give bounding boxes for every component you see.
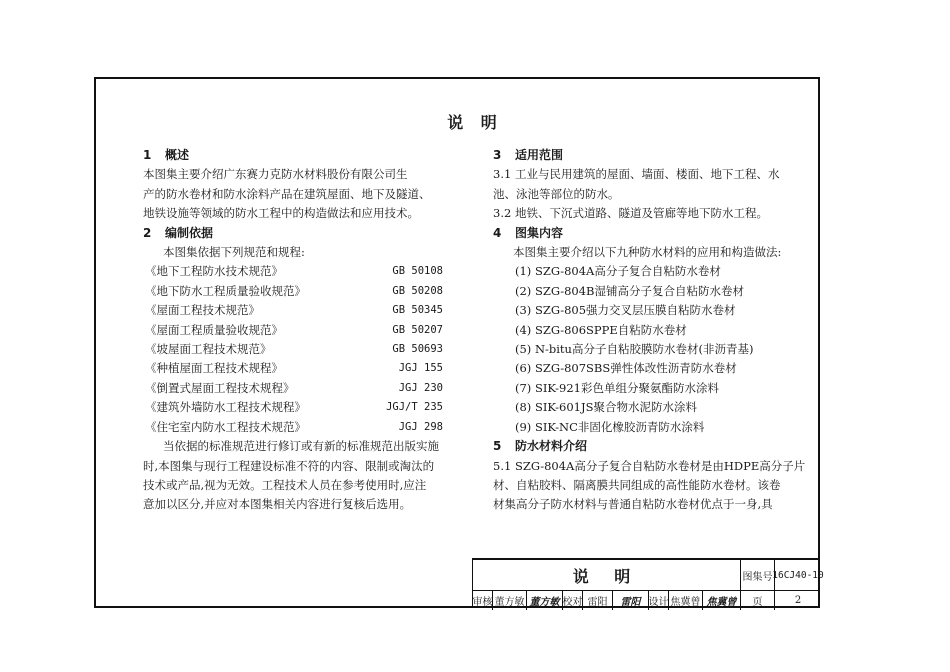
design-name: 焦冀曾	[669, 591, 703, 610]
standard-code: GB 50108	[392, 265, 443, 278]
list-item: (7) SIK-921彩色单组分聚氨酯防水涂料	[515, 380, 719, 395]
standard-name: 《地下防水工程质量验收规范》	[145, 283, 306, 298]
title-block-row-bottom	[473, 591, 820, 610]
standard-code: GB 50345	[392, 304, 443, 317]
section-overview-heading	[143, 146, 453, 165]
list-item: (2) SZG-804B湿铺高分子复合自粘防水卷材	[515, 283, 744, 298]
section-title: 防水材料介绍	[515, 439, 588, 454]
design-signature: 焦冀曾	[703, 591, 741, 610]
standard-code: JGJ/T 235	[386, 401, 443, 414]
paragraph-line: 技术或产品,视为无效。工程技术人员在参考使用时,应注	[143, 477, 427, 492]
standard-row	[143, 359, 453, 378]
section-title: 编制依据	[165, 225, 214, 240]
paragraph-line: 当依据的标准规范进行修订或有新的标准规范出版实施	[163, 439, 439, 454]
basis-intro: 本图集依据下列规范和规程:	[163, 245, 305, 260]
contents-intro: 本图集主要介绍以下九种防水材料的应用和构造做法:	[513, 245, 782, 260]
right-column	[493, 146, 806, 515]
standard-row	[143, 398, 453, 417]
list-item: (4) SZG-806SPPE自粘防水卷材	[515, 322, 687, 337]
standard-name: 《屋面工程技术规范》	[145, 303, 260, 318]
paragraph-line: 本图集主要介绍广东赛力克防水材料股份有限公司生	[143, 167, 408, 182]
review-label: 审核	[473, 591, 493, 610]
list-item: (3) SZG-805强力交叉层压膜自粘防水卷材	[515, 303, 736, 318]
standard-name: 《坡屋面工程技术规范》	[145, 342, 272, 357]
check-signature: 雷阳	[613, 591, 649, 610]
standard-row	[143, 340, 453, 359]
atlas-number-label: 图集号	[741, 560, 775, 590]
page-title: 说 明	[447, 113, 503, 132]
paragraph-line: 材、自粘胶料、隔离膜共同组成的高性能防水卷材。该卷	[493, 477, 781, 492]
standard-row	[143, 262, 453, 281]
check-label: 校对	[563, 591, 583, 610]
standard-code: JGJ 298	[398, 420, 443, 433]
review-name: 董方敏	[493, 591, 527, 610]
atlas-number: 16CJ40-10	[772, 569, 824, 581]
paragraph-line: 3.2 地铁、下沉式道路、隧道及管廊等地下防水工程。	[493, 206, 768, 221]
standard-row	[143, 321, 453, 340]
standard-name: 《种植屋面工程技术规程》	[145, 361, 283, 376]
paragraph-line: 地铁设施等领域的防水工程中的构造做法和应用技术。	[143, 206, 419, 221]
check-name: 雷阳	[583, 591, 613, 610]
standard-row	[143, 379, 453, 398]
standard-name: 《建筑外墙防水工程技术规程》	[145, 400, 306, 415]
standard-name: 《住宅室内防水工程技术规范》	[145, 419, 306, 434]
section-materials-heading	[493, 437, 793, 456]
standard-code: GB 50207	[392, 323, 443, 336]
list-item: (1) SZG-804A高分子复合自粘防水卷材	[515, 264, 721, 279]
section-number: 2	[143, 225, 152, 240]
page-number: 2	[794, 595, 802, 606]
standard-row	[143, 418, 453, 437]
standard-code: JGJ 230	[398, 381, 443, 394]
paragraph-line: 产的防水卷材和防水涂料产品在建筑屋面、地下及隧道、	[143, 186, 431, 201]
paragraph-line: 材集高分子防水材料与普通自粘防水卷材优点于一身,具	[493, 497, 773, 512]
list-item: (8) SIK-601JS聚合物水泥防水涂料	[515, 400, 697, 415]
section-number: 1	[143, 148, 152, 162]
section-contents-heading	[493, 224, 793, 243]
paragraph-line: 5.1 SZG-804A高分子复合自粘防水卷材是由HDPE高分子片	[493, 458, 806, 473]
design-label: 设计	[649, 591, 669, 610]
section-number: 5	[493, 439, 502, 454]
paragraph-line: 3.1 工业与民用建筑的屋面、墙面、楼面、地下工程、水	[493, 167, 780, 182]
paragraph-line: 时,本图集与现行工程建设标准不符的内容、限制或淘汰的	[143, 458, 435, 473]
list-item: (6) SZG-807SBS弹性体改性沥青防水卷材	[515, 361, 737, 376]
standard-row	[143, 282, 453, 301]
title-block-row-top	[473, 560, 824, 591]
review-signature: 董方敏	[527, 591, 563, 610]
standard-name: 《屋面工程质量验收规范》	[145, 322, 283, 337]
page-label: 页	[741, 591, 775, 610]
title-block-title: 说 明	[473, 560, 741, 590]
standard-code: JGJ 155	[398, 362, 443, 375]
standard-row	[143, 301, 453, 320]
standard-name: 《地下工程防水技术规范》	[145, 264, 283, 279]
section-scope-heading	[493, 146, 793, 165]
left-column	[143, 146, 453, 515]
section-title: 适用范围	[515, 148, 564, 162]
standard-code: GB 50208	[392, 284, 443, 297]
paragraph-line: 池、泳池等部位的防水。	[493, 186, 620, 201]
list-item: (5) N-bitu高分子自粘胶膜防水卷材(非沥青基)	[515, 342, 754, 357]
standard-name: 《倒置式屋面工程技术规程》	[145, 380, 295, 395]
title-block	[472, 558, 824, 608]
standard-code: GB 50693	[392, 343, 443, 356]
list-item: (9) SIK-NC非固化橡胶沥青防水涂料	[515, 419, 705, 434]
section-title: 概述	[165, 148, 190, 162]
paragraph-line: 意加以区分,并应对本图集相关内容进行复核后选用。	[143, 497, 412, 512]
section-basis-heading	[143, 224, 453, 243]
section-number: 4	[493, 225, 502, 240]
section-title: 图集内容	[515, 225, 564, 240]
section-number: 3	[493, 148, 502, 162]
